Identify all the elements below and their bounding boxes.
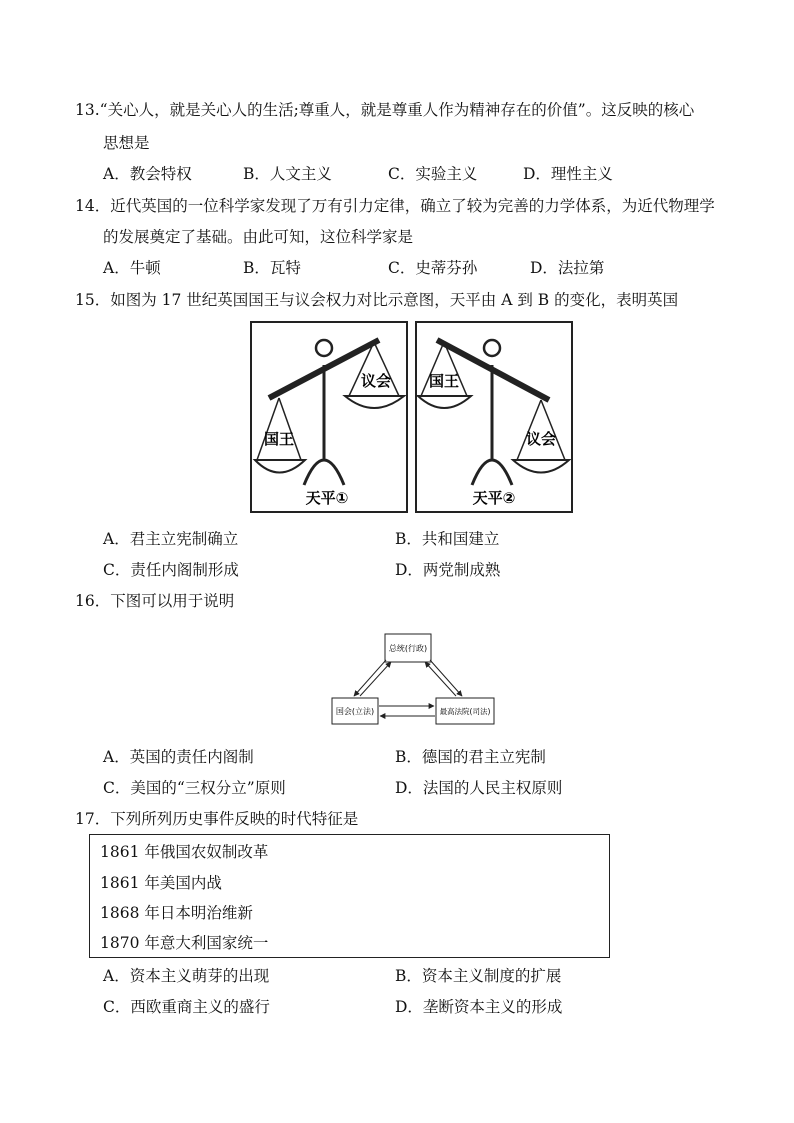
q15-option-a: A．君主立宪制确立 (103, 530, 239, 548)
arrow-exec-to-leg (354, 660, 386, 696)
balance1-caption: 天平① (305, 489, 349, 507)
q15-option-b: B．共和国建立 (395, 530, 500, 548)
q17-option-a: A．资本主义萌芽的出现 (103, 967, 270, 985)
arrow-jud-to-exec (425, 662, 456, 696)
balance-panel-2 (416, 322, 572, 512)
q15-option-d: D．两党制成熟 (395, 561, 501, 579)
q14-option-c: C．史蒂芬孙 (388, 259, 478, 277)
balance2-right-pan-label: 议会 (525, 430, 557, 448)
q17-stem: 17．下列所列历史事件反映的时代特征是 (75, 810, 359, 828)
balance1-right-pan-label: 议会 (360, 372, 392, 390)
balance-panel-1 (251, 322, 407, 512)
q15-option-c: C．责任内阁制形成 (103, 561, 239, 579)
q16-stem: 16．下图可以用于说明 (75, 592, 235, 610)
q13-option-c: C．实验主义 (388, 165, 478, 183)
balance1-left-pan-label: 国王 (263, 430, 295, 448)
q16-option-b: B．德国的君主立宪制 (395, 748, 546, 766)
q14-stem-line1: 14．近代英国的一位科学家发现了万有引力定律，确立了较为完善的力学体系，为近代物理学 (75, 197, 715, 215)
event-item: 1868 年日本明治维新 (100, 904, 253, 922)
balance2-caption: 天平② (472, 489, 516, 507)
separation-of-powers-diagram (328, 630, 496, 726)
q13-option-b: B．人文主义 (243, 165, 332, 183)
q16-option-c: C．美国的“三权分立”原则 (103, 779, 286, 797)
balance2-left-pan-label: 国王 (428, 372, 460, 390)
judicial-label: 最高法院(司法) (439, 707, 491, 716)
q15-stem: 15．如图为 17 世纪英国国王与议会权力对比示意图，天平由 A 到 B 的变化，表明英国 (75, 291, 679, 309)
event-item: 1861 年俄国农奴制改革 (100, 843, 269, 861)
q14-option-b: B．瓦特 (243, 259, 301, 277)
legislative-label: 国会(立法) (335, 707, 375, 716)
q16-option-a: A．英国的责任内阁制 (103, 748, 254, 766)
q17-option-d: D．垄断资本主义的形成 (395, 998, 563, 1016)
q17-option-c: C．西欧重商主义的盛行 (103, 998, 270, 1016)
event-item: 1861 年美国内战 (100, 874, 222, 892)
event-item: 1870 年意大利国家统一 (100, 934, 269, 952)
arrow-leg-to-exec (360, 662, 391, 696)
q13-stem-line2: 思想是 (103, 134, 150, 152)
events-box (89, 834, 610, 958)
q13-stem-line1: 13.“关心人，就是关心人的生活;尊重人，就是尊重人作为精神存在的价值”。这反映的核心 (75, 101, 695, 119)
q14-option-a: A．牛顿 (103, 259, 161, 277)
executive-label: 总统(行政) (388, 644, 428, 653)
q16-option-d: D．法国的人民主权原则 (395, 779, 563, 797)
balance-figure (249, 320, 575, 515)
q17-option-b: B．资本主义制度的扩展 (395, 967, 562, 985)
arrow-exec-to-jud (430, 660, 462, 696)
q13-option-d: D．理性主义 (523, 165, 613, 183)
q14-stem-line2: 的发展奠定了基础。由此可知，这位科学家是 (103, 228, 414, 246)
q13-option-a: A．教会特权 (103, 165, 192, 183)
q14-option-d: D．法拉第 (530, 259, 605, 277)
